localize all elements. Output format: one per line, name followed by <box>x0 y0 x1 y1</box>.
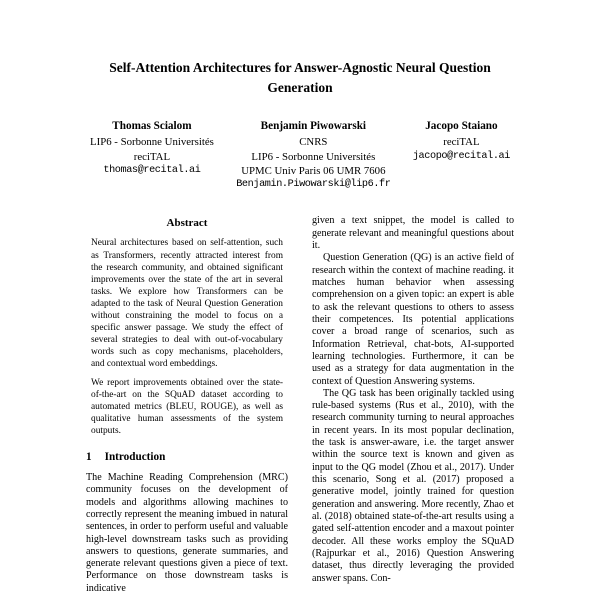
author-benjamin-piwowarski <box>236 119 390 192</box>
author-jacopo-staiano <box>413 119 510 163</box>
author-affiliation: UPMC Univ Paris 06 UMR 7606 <box>241 164 386 177</box>
section-heading-introduction <box>86 451 288 463</box>
abstract-paragraph: We report improvements obtained over the state-of-the-art on the SQuAD dataset according to automated metrics (BLEU, ROUGE), as well as qualitative human assessments of the system outputs. <box>91 377 283 436</box>
body-paragraph: The QG task has been originally tackled using rule-based systems (Rus et al., 2010), with the research community turning to neural approaches in recent years. In its most popular declination, the task is answer-aware, i.e. the target answer within the source text is known and given as input to the QG model (Zhou et al., 2017). Under this scenario, Song et al. (2017) proposed a generative model, jointly trained for question generation and answering. More recently, Zhao et al. (2018) obtained state-of-the-art results using a gated self-attention encoder and a maxout pointer decoder. All these works employ the SQuAD (Rajpurkar et al., 2016) Question Answering dataset, thus directly leveraging the provided answer spans. Con- <box>312 387 514 584</box>
introduction-paragraph: The Machine Reading Comprehension (MRC) community focuses on the development of models and algorithms allowing machines to correctly represent the meaning imbued in natural sentences, in order to perform useful and valuable high-level downstream tasks such as providing answers to questions, generate summaries, and generate relevant questions given a piece of text. Performance on those downstream tasks is indicative <box>86 471 288 594</box>
author-affiliation: reciTAL <box>133 150 171 163</box>
body-paragraph: Question Generation (QG) is an active field of research within the context of machine reading. it matches human behavior when assessing comprehension on a given topic: an expert is able to ask the relevant questions to others to assess their competences. Its potential applications cover a broad range of scenarios, such as Information Retrieval, chat-bots, AI-supported learning technologies. Furthermore, it can be used as a strategy for data augmentation in the context of Question Answering systems. <box>312 252 514 387</box>
author-email: thomas@recital.ai <box>103 164 201 176</box>
abstract-heading: Abstract <box>166 217 208 230</box>
left-column <box>86 215 288 595</box>
section-number: 1 <box>86 450 92 463</box>
author-affiliation: LIP6 - Sorbonne Universités <box>90 136 214 149</box>
author-email: jacopo@recital.ai <box>412 150 510 162</box>
section-title: Introduction <box>104 450 166 463</box>
author-name: Benjamin Piwowarski <box>260 119 367 132</box>
right-column <box>312 215 514 595</box>
author-name: Thomas Scialom <box>112 119 192 132</box>
author-email: Benjamin.Piwowarski@lip6.fr <box>236 179 391 191</box>
author-name: Jacopo Staiano <box>425 119 498 132</box>
author-affiliation: LIP6 - Sorbonne Universités <box>251 150 376 163</box>
author-affiliation: reciTAL <box>443 136 480 149</box>
author-affiliation: CNRS <box>299 136 328 149</box>
body-paragraph: given a text snippet, the model is called to generate relevant and meaningful questions about it. <box>312 215 514 252</box>
abstract-paragraph: Neural architectures based on self-attention, such as Transformers, recently attracted interest from the research community, and obtained significant improvements over the state of the art in several tasks. We explore how Transformers can be adapted to the task of Neural Question Generation without constraining the model to focus on a specific answer passage. We study the effect of several strategies to deal with out-of-vocabulary words such as copy mechanisms, placeholders, and contextual word embeddings. <box>91 238 283 369</box>
two-column-body <box>86 215 514 595</box>
author-thomas-scialom <box>90 119 214 178</box>
author-block <box>90 119 510 192</box>
paper-title: Self-Attention Architectures for Answer-Agnostic Neural Question Generation <box>109 60 491 96</box>
